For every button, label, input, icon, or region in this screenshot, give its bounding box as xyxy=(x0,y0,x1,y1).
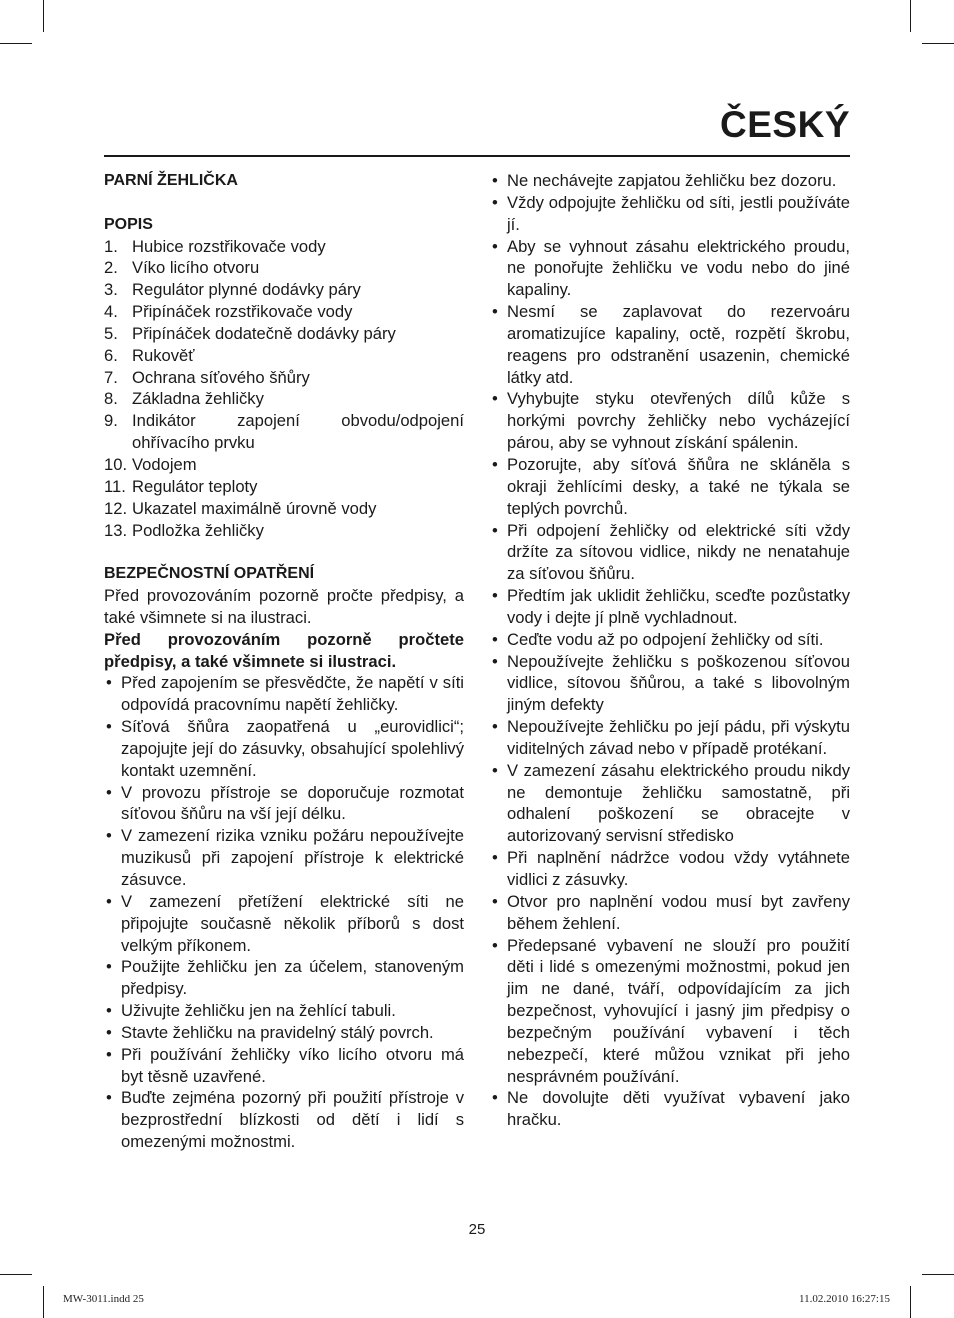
bullet-text: Aby se vyhnout zásahu elektrického proudu, ne ponořujte žehličku ve vodu nebo do jiné kapaliny. xyxy=(507,236,850,300)
item-text: Regulátor plynné dodávky páry xyxy=(132,280,361,300)
bullet-marker: • xyxy=(492,520,498,540)
bullet-marker: • xyxy=(106,891,112,911)
safety-intro: Před provozováním pozorně pročte předpisy, a také všimnete si na ilustraci. xyxy=(104,586,464,627)
parts-list-item xyxy=(104,454,464,476)
bullet-marker: • xyxy=(106,1044,112,1064)
bullet-text: Ne nechávejte zapjatou žehličku bez dozoru. xyxy=(507,171,837,190)
parts-list-item xyxy=(104,301,464,323)
crop-mark xyxy=(922,1274,954,1275)
bullet-marker: • xyxy=(492,717,498,737)
slug-timestamp: 11.02.2010 16:27:15 xyxy=(799,1293,890,1305)
bullet-text: V zamezení zásahu elektrického proudu nikdy ne demontuje žehličku samostatně, při odhalení poškození se obracejte v autorizovaný servisní středisko xyxy=(507,760,850,846)
item-number: 10. xyxy=(104,454,128,474)
safety-heading: BEZPEČNOSTNÍ OPATŘENÍ xyxy=(104,565,315,583)
bullet-marker: • xyxy=(492,651,498,671)
bullet-marker: • xyxy=(106,782,112,802)
bullet-text: Předepsané vybavení ne slouží pro použití děti i lidé s omezenými možnostmi, pokud jen jim ne dané, tváří, odpovídajícím za jich bezpečnost, vyhovující i jasný jim předpisy o bezpečným používání vybavení i těch nebezpečí, které můžou vznikat při jeho nesprávném používání. xyxy=(507,935,850,1086)
bullet-item xyxy=(104,1087,464,1153)
bullet-marker: • xyxy=(492,760,498,780)
bullet-item xyxy=(104,825,464,891)
bullet-item xyxy=(104,716,464,782)
bullet-item xyxy=(490,170,850,192)
item-text: Ochrana síťového šňůry xyxy=(132,367,310,387)
bullet-item xyxy=(490,585,850,629)
bullet-text: Nepoužívejte žehličku po její pádu, při výskytu viditelných závad nebo v případě protékaní. xyxy=(507,717,850,758)
bullet-item xyxy=(490,454,850,520)
item-number: 1. xyxy=(104,236,118,256)
bullet-item xyxy=(104,1044,464,1088)
bullet-marker: • xyxy=(106,1001,112,1021)
bullet-marker: • xyxy=(492,236,498,256)
bullet-item xyxy=(490,847,850,891)
parts-list-item xyxy=(104,520,464,542)
bullet-text: Při používání žehličky víko licího otvoru má byt těsně uzavřené. xyxy=(121,1044,464,1086)
bullet-item xyxy=(490,301,850,388)
page-number: 25 xyxy=(468,1221,486,1238)
bullet-item xyxy=(490,651,850,717)
crop-mark xyxy=(910,0,911,32)
crop-mark xyxy=(922,43,954,44)
bullet-item xyxy=(104,672,464,716)
right-bullet-list xyxy=(490,170,850,1131)
crop-mark xyxy=(910,1286,911,1318)
bullet-item xyxy=(490,891,850,935)
bullet-marker: • xyxy=(106,826,112,846)
item-number: 12. xyxy=(104,498,128,518)
bullet-item xyxy=(490,629,850,651)
item-number: 6. xyxy=(104,345,118,365)
bullet-text: Předtím jak uklidit žehličku, sceďte pozůstatky vody i dejte jí plně vychladnout. xyxy=(507,586,850,627)
bullet-marker: • xyxy=(492,891,498,911)
language-title: ČESKÝ xyxy=(720,104,850,145)
bullet-marker: • xyxy=(106,1022,112,1042)
bullet-marker: • xyxy=(492,171,498,190)
item-text: Indikátor zapojení obvodu/odpojení ohřívacího prvku xyxy=(132,411,464,453)
description-heading: POPIS xyxy=(104,215,153,233)
item-number: 13. xyxy=(104,520,128,540)
item-number: 11. xyxy=(104,476,126,496)
bullet-item xyxy=(490,192,850,236)
bullet-item xyxy=(490,520,850,586)
bullet-item xyxy=(104,1000,464,1022)
safety-intro-bold: Před provozováním pozorně pročtete předpisy, a také všimnete si ilustraci. xyxy=(104,629,464,671)
item-text: Připínáček dodatečně dodávky páry xyxy=(132,323,396,343)
bullet-item xyxy=(490,716,850,760)
bullet-text: V zamezení rizika vzniku požáru nepoužívejte muzikusů při zapojení přístroje k elektrické zásuvce. xyxy=(121,826,464,889)
bullet-marker: • xyxy=(106,673,112,693)
bullet-item xyxy=(104,1022,464,1044)
bullet-item xyxy=(490,236,850,302)
item-text: Víko licího otvoru xyxy=(132,258,260,278)
parts-list-item xyxy=(104,367,464,389)
bullet-item xyxy=(490,388,850,454)
bullet-marker: • xyxy=(492,454,498,474)
bullet-item xyxy=(104,891,464,957)
crop-mark xyxy=(0,43,32,44)
parts-list-item xyxy=(104,498,464,520)
bullet-marker: • xyxy=(492,586,498,606)
bullet-text: V zamezení přetížení elektrické síti ne připojujte současně několik příborů s dost velkým příkonem. xyxy=(121,891,464,955)
bullet-marker: • xyxy=(106,957,112,977)
bullet-marker: • xyxy=(492,629,498,649)
bullet-text: Nepoužívejte žehličku s poškozenou síťovou vidlice, sítovou šňůrou, a také s libovolným jiným defekty xyxy=(507,651,850,715)
item-number: 3. xyxy=(104,280,118,300)
left-column xyxy=(104,170,464,1153)
bullet-text: Uživujte žehličku jen na žehlící tabuli. xyxy=(121,1001,396,1021)
parts-list-item xyxy=(104,257,464,279)
bullet-item xyxy=(490,760,850,847)
item-number: 4. xyxy=(104,302,118,322)
parts-list-item xyxy=(104,279,464,301)
crop-mark xyxy=(0,1274,32,1275)
header-rule xyxy=(104,155,850,157)
right-column xyxy=(490,170,850,1131)
bullet-text: Stavte žehličku na pravidelný stálý povrch. xyxy=(121,1022,434,1042)
item-number: 7. xyxy=(104,367,118,387)
bullet-text: V provozu přístroje se doporučuje rozmotat síťovou šňůru na vší její délku. xyxy=(121,782,464,824)
bullet-marker: • xyxy=(492,302,498,322)
bullet-text: Otvor pro naplnění vodou musí byt zavřeny během žehlení. xyxy=(507,891,850,933)
item-number: 2. xyxy=(104,258,118,278)
bullet-text: Při odpojení žehličky od elektrické síti vždy držíte za sítovou vidlice, nikdy ne nenatahuje za síťovou šňůru. xyxy=(507,520,850,584)
bullet-item xyxy=(104,782,464,826)
bullet-marker: • xyxy=(106,717,112,737)
item-number: 8. xyxy=(104,389,118,409)
item-text: Rukověť xyxy=(132,345,195,365)
item-text: Vodojem xyxy=(132,454,197,474)
bullet-text: Síťová šňůra zaopatřená u „eurovidlici“; zapojujte její do zásuvky, obsahující spolehlivý kontakt uzemnění. xyxy=(121,717,464,780)
bullet-text: Pozorujte, aby síťová šňůra ne skláněla s okraji žehlícími desky, a také ne týkala se teplých povrchů. xyxy=(507,454,850,518)
slug-file: MW-3011.indd 25 xyxy=(63,1293,144,1305)
left-bullet-list xyxy=(104,672,464,1153)
bullet-item xyxy=(104,956,464,1000)
parts-list-item xyxy=(104,388,464,410)
bullet-item xyxy=(490,1087,850,1131)
bullet-text: Nesmí se zaplavovat do rezervoáru aromatizujíce kapaliny, octě, rozpětí škrobu, reagens pro odstranění usazenin, chemické látky atd. xyxy=(507,302,850,387)
item-number: 9. xyxy=(104,411,118,431)
bullet-text: Ceďte vodu až po odpojení žehličky od síti. xyxy=(507,629,824,649)
bullet-text: Buďte zejména pozorný při použití přístroje v bezprostřední blízkosti od dětí i lidí s omezenými možnostmi. xyxy=(121,1088,464,1152)
bullet-item xyxy=(490,935,850,1088)
bullet-marker: • xyxy=(492,389,498,409)
item-number: 5. xyxy=(104,323,118,343)
item-text: Základna žehličky xyxy=(132,389,264,409)
parts-list-item xyxy=(104,323,464,345)
bullet-text: Použijte žehličku jen za účelem, stanoveným předpisy. xyxy=(121,957,464,999)
item-text: Hubice rozstřikovače vody xyxy=(132,236,326,256)
parts-list-item xyxy=(104,345,464,367)
bullet-text: Vyhybujte styku otevřených dílů kůže s horkými povrchy žehličky nebo vycházející párou, aby se vyhnout získání spálenin. xyxy=(507,389,850,453)
product-title: PARNÍ ŽEHLIČKA xyxy=(104,172,238,189)
item-text: Podložka žehličky xyxy=(132,520,264,540)
bullet-marker: • xyxy=(492,935,498,955)
bullet-marker: • xyxy=(492,192,498,212)
parts-list xyxy=(104,236,464,542)
bullet-marker: • xyxy=(106,1088,112,1108)
bullet-text: Ne dovolujte děti využívat vybavení jako hračku. xyxy=(507,1088,850,1130)
item-text: Ukazatel maximálně úrovně vody xyxy=(132,498,377,518)
item-text: Připínáček rozstřikovače vody xyxy=(132,302,353,322)
parts-list-item xyxy=(104,476,464,498)
item-text: Regulátor teploty xyxy=(132,476,258,496)
bullet-text: Při naplnění nádržce vodou vždy vytáhnete vidlici z zásuvky. xyxy=(507,848,850,889)
parts-list-item xyxy=(104,236,464,258)
bullet-text: Vždy odpojujte žehličku od síti, jestli používáte jí. xyxy=(507,192,850,234)
bullet-marker: • xyxy=(492,848,498,868)
crop-mark xyxy=(43,0,44,32)
crop-mark xyxy=(43,1286,44,1318)
bullet-text: Před zapojením se přesvědčte, že napětí v síti odpovídá pracovnímu napětí žehličky. xyxy=(121,673,464,715)
parts-list-item xyxy=(104,410,464,454)
bullet-marker: • xyxy=(492,1088,498,1108)
